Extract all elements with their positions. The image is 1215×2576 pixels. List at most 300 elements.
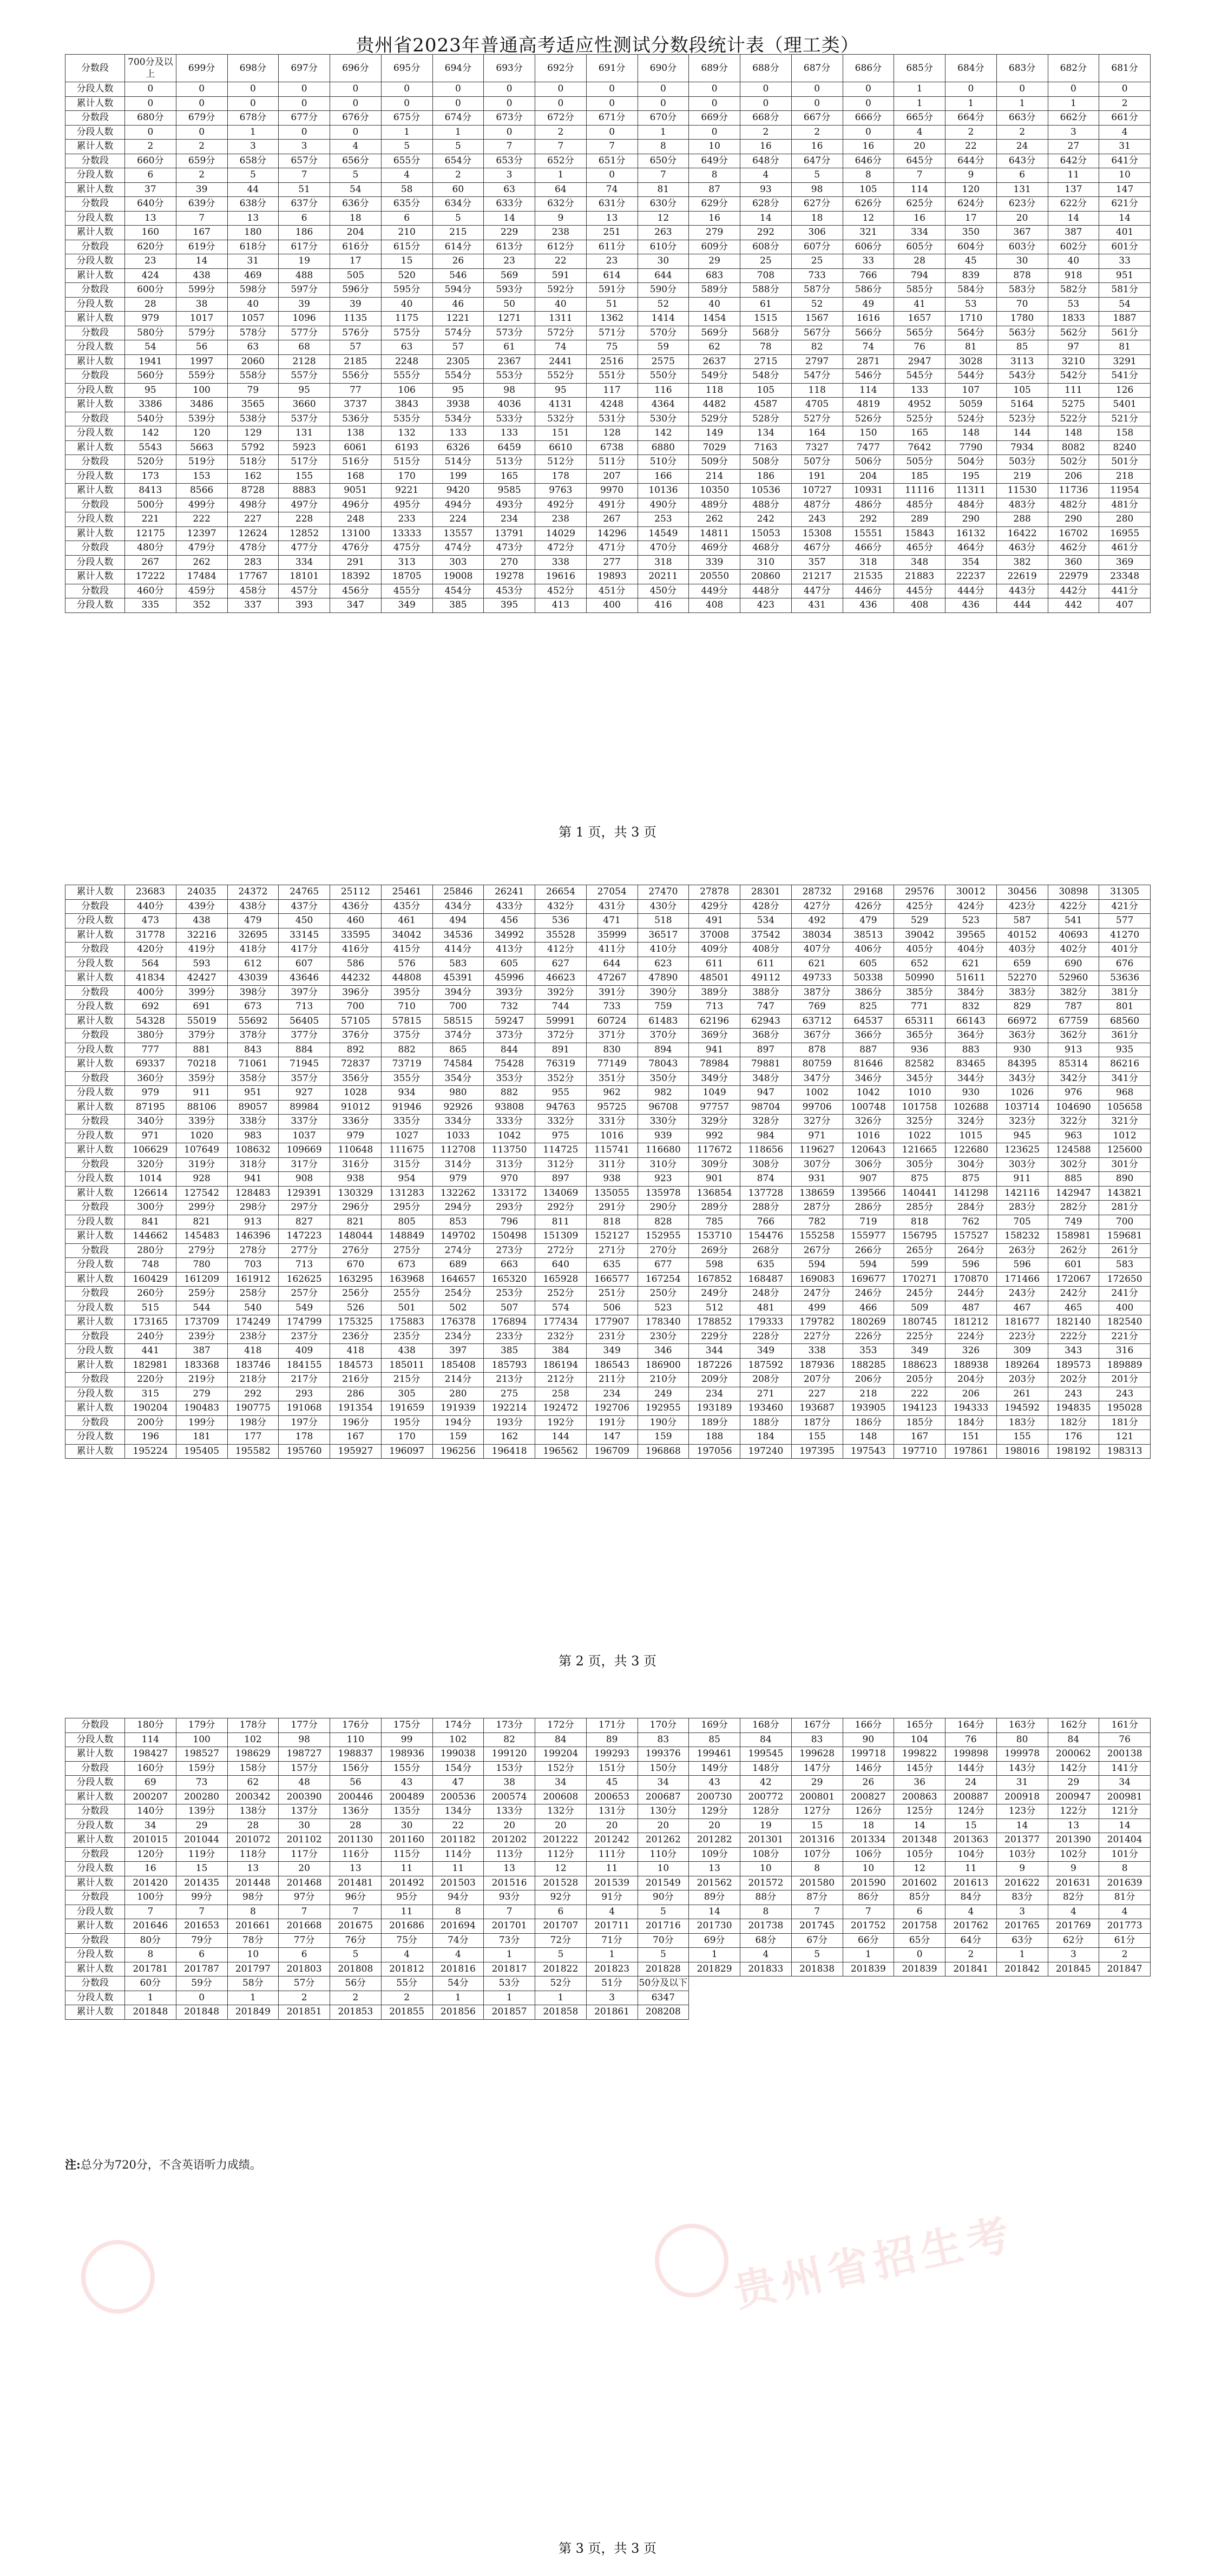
table-cell: 105分 [894,1847,945,1862]
table-cell: 911 [176,1086,227,1101]
table-cell: 0 [894,1948,945,1962]
table-cell: 576分 [330,326,382,340]
table-cell: 414分 [432,943,484,957]
table-cell: 780 [176,1258,227,1273]
footnote [65,2156,261,2172]
table-cell: 335分 [381,1115,432,1129]
table-cell: 70分 [638,1933,689,1948]
table-cell: 156795 [894,1229,945,1244]
table-cell: 609分 [689,240,740,254]
row-label: 累计人数 [65,268,125,283]
table-cell: 151 [945,1430,997,1445]
table-cell: 1175 [381,312,432,326]
table-cell: 313 [381,555,432,570]
table-cell: 417分 [279,943,330,957]
table-cell: 971 [125,1129,176,1143]
table-cell: 227分 [791,1329,843,1344]
table-row [65,1948,1151,1962]
table-cell: 345分 [894,1071,945,1086]
table-cell: 10 [227,1948,279,1962]
table-cell: 202分 [1048,1373,1099,1387]
table-cell: 918 [1048,268,1099,283]
table-cell: 9420 [432,484,484,498]
table-cell: 142947 [1048,1186,1099,1201]
table-cell: 129391 [279,1186,330,1201]
table-cell: 198837 [330,1747,382,1762]
table-cell: 491分 [586,498,638,512]
table-cell: 88分 [740,1890,792,1905]
table-cell: 1 [381,125,432,140]
table-cell: 142 [638,426,689,441]
table-cell: 7790 [945,440,997,455]
table-cell: 98分 [227,1890,279,1905]
table-cell: 349 [381,598,432,613]
table-cell: 256分 [330,1287,382,1301]
table-cell: 648分 [740,154,792,168]
table-cell: 480分 [125,541,176,556]
row-label: 分段人数 [65,340,125,355]
table-cell: 201828 [638,1962,689,1977]
table-cell: 7 [330,1905,382,1919]
table-cell: 606分 [843,240,894,254]
table-cell: 6061 [330,440,382,455]
table-cell: 300分 [125,1201,176,1215]
table-cell: 4587 [740,398,792,412]
table-cell: 199978 [996,1747,1048,1762]
table-cell: 403分 [996,943,1048,957]
table-cell: 383分 [996,985,1048,1000]
table-cell: 199376 [638,1747,689,1762]
table-cell: 599分 [176,283,227,298]
table-cell: 462分 [1048,541,1099,556]
table-cell: 322分 [1048,1115,1099,1129]
table-cell: 3 [1048,125,1099,140]
table-cell: 532分 [535,412,587,426]
table-row [65,1315,1151,1330]
table-cell: 201858 [535,2005,587,2020]
table-cell: 3 [586,1991,638,2005]
table-cell: 689 [432,1258,484,1273]
table-cell: 326分 [843,1115,894,1129]
table-cell: 821 [176,1215,227,1229]
table-cell: 602分 [1048,240,1099,254]
row-label: 累计人数 [65,1100,125,1115]
table-cell: 557分 [279,369,330,384]
table-cell: 242 [740,512,792,527]
table-cell: 115分 [381,1847,432,1862]
table-cell: 1710 [945,312,997,326]
table-cell: 9 [1048,1862,1099,1876]
table-cell: 148 [843,1430,894,1445]
table-cell: 105 [996,383,1048,398]
row-label: 分段人数 [65,254,125,269]
table-cell: 29 [791,1776,843,1790]
table-cell: 422分 [1048,899,1099,914]
table-cell: 431 [791,598,843,613]
table-cell: 199461 [689,1747,740,1762]
table-cell: 223分 [996,1329,1048,1344]
table-cell: 347 [330,598,382,613]
table-cell: 201855 [381,2005,432,2020]
table-cell: 5164 [996,398,1048,412]
table-cell: 148 [945,426,997,441]
score-table [65,1718,1151,2020]
table-cell: 583 [1099,1258,1151,1273]
table-cell: 126 [1099,383,1151,398]
table-cell: 494 [432,914,484,928]
table-cell: 192分 [535,1415,587,1430]
table-cell: 474分 [432,541,484,556]
table-cell: 247分 [791,1287,843,1301]
table-cell: 436分 [330,899,382,914]
row-label: 分数段 [65,455,125,470]
table-cell: 276分 [330,1243,382,1258]
table-cell: 387 [1048,226,1099,240]
table-row [65,541,1151,556]
table-cell: 6 [279,211,330,226]
row-label: 分数段 [65,1287,125,1301]
table-cell: 460 [330,914,382,928]
table-cell: 244分 [945,1287,997,1301]
table-row [65,1819,1151,1833]
table-row [65,1876,1151,1890]
row-label: 累计人数 [65,1444,125,1459]
table-cell: 318分 [227,1157,279,1172]
table-cell: 23348 [1099,570,1151,584]
row-label: 分段人数 [65,1776,125,1790]
table-cell: 338 [791,1344,843,1359]
table-cell: 84 [535,1732,587,1747]
table-cell: 575分 [381,326,432,340]
table-row [65,1387,1151,1401]
table-cell: 190204 [125,1401,176,1416]
table-row [65,1804,1151,1819]
table-cell: 148849 [381,1229,432,1244]
table-cell: 387 [176,1344,227,1359]
table-cell: 154476 [740,1229,792,1244]
table-cell: 305 [381,1387,432,1401]
table-cell: 27 [1048,140,1099,154]
table-cell: 561分 [1099,326,1151,340]
footnote-label: 注: [65,2158,81,2171]
table-cell: 73分 [484,1933,535,1948]
table-cell: 568分 [740,326,792,340]
table-cell: 96分 [330,1890,382,1905]
table-cell: 370分 [638,1029,689,1043]
table-cell: 74 [843,340,894,355]
table-cell: 349分 [689,1071,740,1086]
table-cell: 13 [227,211,279,226]
table-cell: 400 [586,598,638,613]
table-cell: 55019 [176,1014,227,1029]
table-cell: 139分 [176,1804,227,1819]
table-row [65,1373,1151,1387]
table-cell: 307分 [791,1157,843,1172]
table-cell: 109669 [279,1143,330,1158]
table-cell: 883 [945,1043,997,1057]
table-cell: 33145 [279,928,330,943]
table-cell: 8 [125,1948,176,1962]
table-cell: 675分 [381,111,432,126]
table-cell: 72837 [330,1057,382,1072]
table-cell: 194分 [432,1415,484,1430]
table-cell: 458分 [227,584,279,598]
table-row [65,914,1151,928]
table-cell: 379分 [176,1029,227,1043]
table-cell: 281分 [1099,1201,1151,1215]
table-cell: 15053 [740,526,792,541]
table-row [65,1833,1151,1848]
table-cell: 222 [176,512,227,527]
table-cell: 101分 [1099,1847,1151,1862]
table-cell: 43 [689,1776,740,1790]
table-cell: 747 [740,1000,792,1014]
table-cell: 165 [484,469,535,484]
table-cell: 0 [125,82,176,97]
table-cell: 201842 [996,1962,1048,1977]
row-label: 分段人数 [65,512,125,527]
table-cell: 441分 [1099,584,1151,598]
table-cell: 8 [791,1862,843,1876]
table-cell: 46623 [535,971,587,986]
table-cell: 175883 [381,1315,432,1330]
table-cell: 408 [894,598,945,613]
table-cell: 20 [996,211,1048,226]
table-cell: 1020 [176,1129,227,1143]
table-cell: 289 [894,512,945,527]
table-cell: 507 [484,1301,535,1315]
table-cell: 200062 [1048,1747,1099,1762]
table-cell: 118分 [227,1847,279,1862]
table-cell: 659分 [176,154,227,168]
table-cell: 447分 [791,584,843,598]
table-cell: 58 [381,182,432,197]
page-number-2: 第 2 页，共 3 页 [558,1653,657,1669]
table-cell: 341分 [1099,1071,1151,1086]
table-cell: 259分 [176,1287,227,1301]
table-cell: 106分 [843,1847,894,1862]
table-cell: 218分 [227,1373,279,1387]
table-cell: 45996 [484,971,535,986]
table-cell: 61 [484,340,535,355]
table-cell: 133 [432,426,484,441]
table-cell: 199718 [843,1747,894,1762]
table-cell: 697分 [279,55,330,82]
table-cell: 596 [996,1258,1048,1273]
table-cell: 339 [689,555,740,570]
table-cell: 42427 [176,971,227,986]
table-cell: 1657 [894,312,945,326]
table-cell: 7 [586,140,638,154]
table-cell: 1042 [843,1086,894,1101]
table-row [65,1444,1151,1459]
table-cell: 10350 [689,484,740,498]
table-cell: 0 [535,96,587,111]
table-cell: 0 [791,96,843,111]
table-cell: 184155 [279,1358,330,1373]
table-cell: 8883 [279,484,330,498]
table-cell: 201845 [1048,1962,1099,1977]
table-cell: 7327 [791,440,843,455]
table-cell: 2 [945,1948,997,1962]
table-cell: 882 [484,1086,535,1101]
table-cell: 18 [843,1819,894,1833]
table-cell: 201072 [227,1833,279,1848]
table-cell: 62分 [1048,1933,1099,1948]
table-cell: 118656 [740,1143,792,1158]
table-cell: 135分 [381,1804,432,1819]
table-cell: 252分 [535,1287,587,1301]
table-cell: 163968 [381,1272,432,1287]
table-row [65,555,1151,570]
table-cell: 595分 [381,283,432,298]
row-label: 分数段 [65,1329,125,1344]
table-cell: 486分 [843,498,894,512]
table-cell: 14296 [586,526,638,541]
row-label: 累计人数 [65,526,125,541]
table-cell: 45 [945,254,997,269]
table-cell: 6326 [432,440,484,455]
table-cell: 234 [484,512,535,527]
table-cell: 51 [586,297,638,312]
table-cell: 40693 [1048,928,1099,943]
table-cell: 128 [586,426,638,441]
row-label: 分段人数 [65,1258,125,1273]
table-cell: 610分 [638,240,689,254]
table-cell: 262 [689,512,740,527]
table-cell: 387分 [791,985,843,1000]
table-cell: 182981 [125,1358,176,1373]
table-cell: 348 [894,555,945,570]
table-cell: 122680 [945,1143,997,1158]
table-cell: 0 [381,82,432,97]
table-cell: 201602 [894,1876,945,1890]
table-cell: 951 [227,1086,279,1101]
table-cell: 548分 [740,369,792,384]
table-cell: 1049 [689,1086,740,1101]
table-row [65,1962,1151,1977]
table-cell: 0 [945,82,997,97]
table-cell: 505分 [894,455,945,470]
table-cell: 254分 [432,1287,484,1301]
table-cell: 192472 [535,1401,587,1416]
table-cell: 672分 [535,111,587,126]
table-cell: 1 [996,1948,1048,1962]
table-cell: 15 [791,1819,843,1833]
table-cell: 475分 [381,541,432,556]
table-cell: 19 [279,254,330,269]
table-cell: 280分 [125,1243,176,1258]
table-cell: 181分 [1099,1415,1151,1430]
table-cell: 65分 [894,1933,945,1948]
row-label: 分数段 [65,584,125,598]
table-cell: 201808 [330,1962,382,1977]
table-cell: 2947 [894,354,945,369]
table-cell: 569 [484,268,535,283]
row-label: 分段人数 [65,1086,125,1101]
table-cell: 201613 [945,1876,997,1890]
table-cell: 158981 [1048,1229,1099,1244]
table-cell: 193189 [689,1401,740,1416]
table-cell: 971 [791,1129,843,1143]
table-cell: 168 [330,469,382,484]
table-cell: 8728 [227,484,279,498]
table-cell: 939 [638,1129,689,1143]
table-cell: 478分 [227,541,279,556]
table-cell: 91分 [586,1890,638,1905]
table-row [65,1157,1151,1172]
table-cell: 825 [843,1000,894,1014]
table-cell: 585分 [894,283,945,298]
table-cell: 117 [586,383,638,398]
table-cell: 199545 [740,1747,792,1762]
table-cell: 201803 [279,1962,330,1977]
table-cell: 611 [740,957,792,971]
table-cell: 428分 [740,899,792,914]
table-row [65,1143,1151,1158]
table-cell: 642分 [1048,154,1099,168]
table-cell: 316 [1099,1344,1151,1359]
table-cell: 48501 [689,971,740,986]
table-cell: 170分 [638,1718,689,1733]
table-cell: 201817 [484,1962,535,1977]
table-cell: 766 [843,268,894,283]
table-cell: 315 [125,1387,176,1401]
table-row [65,1000,1151,1014]
table-cell: 13 [330,1862,382,1876]
table-cell: 49 [843,297,894,312]
row-label: 累计人数 [65,354,125,369]
table-row [65,1029,1151,1043]
table-cell: 577 [1099,914,1151,928]
table-cell: 147223 [279,1229,330,1244]
table-cell: 286 [330,1387,382,1401]
table-cell: 176 [1048,1430,1099,1445]
table-cell: 158分 [227,1761,279,1776]
table-cell: 5401 [1099,398,1151,412]
table-cell: 0 [484,96,535,111]
table-cell: 86216 [1099,1057,1151,1072]
table-cell: 16702 [1048,526,1099,541]
table-cell: 401 [1099,226,1151,240]
table-cell: 11116 [894,484,945,498]
table-cell: 584分 [945,283,997,298]
table-cell: 10536 [740,484,792,498]
table-cell: 174249 [227,1315,279,1330]
table-cell: 170 [381,1430,432,1445]
table-cell: 201202 [484,1833,535,1848]
table-cell: 62196 [689,1014,740,1029]
table-cell: 0 [484,125,535,140]
table-cell: 114725 [535,1143,587,1158]
table-cell: 11311 [945,484,997,498]
table-cell: 515分 [381,455,432,470]
table-cell: 107 [945,383,997,398]
table-cell: 333分 [484,1115,535,1129]
table-cell: 140441 [894,1186,945,1201]
table-cell: 76319 [535,1057,587,1072]
table-cell: 243 [1048,1387,1099,1401]
table-cell: 1997 [176,354,227,369]
table-row [65,240,1151,254]
table-cell: 890 [1099,1172,1151,1187]
table-cell: 57815 [381,1014,432,1029]
table-cell: 123625 [996,1143,1048,1158]
table-cell: 636分 [330,197,382,212]
table-cell: 465分 [894,541,945,556]
table-cell: 120 [176,426,227,441]
table-cell: 13 [1048,1819,1099,1833]
